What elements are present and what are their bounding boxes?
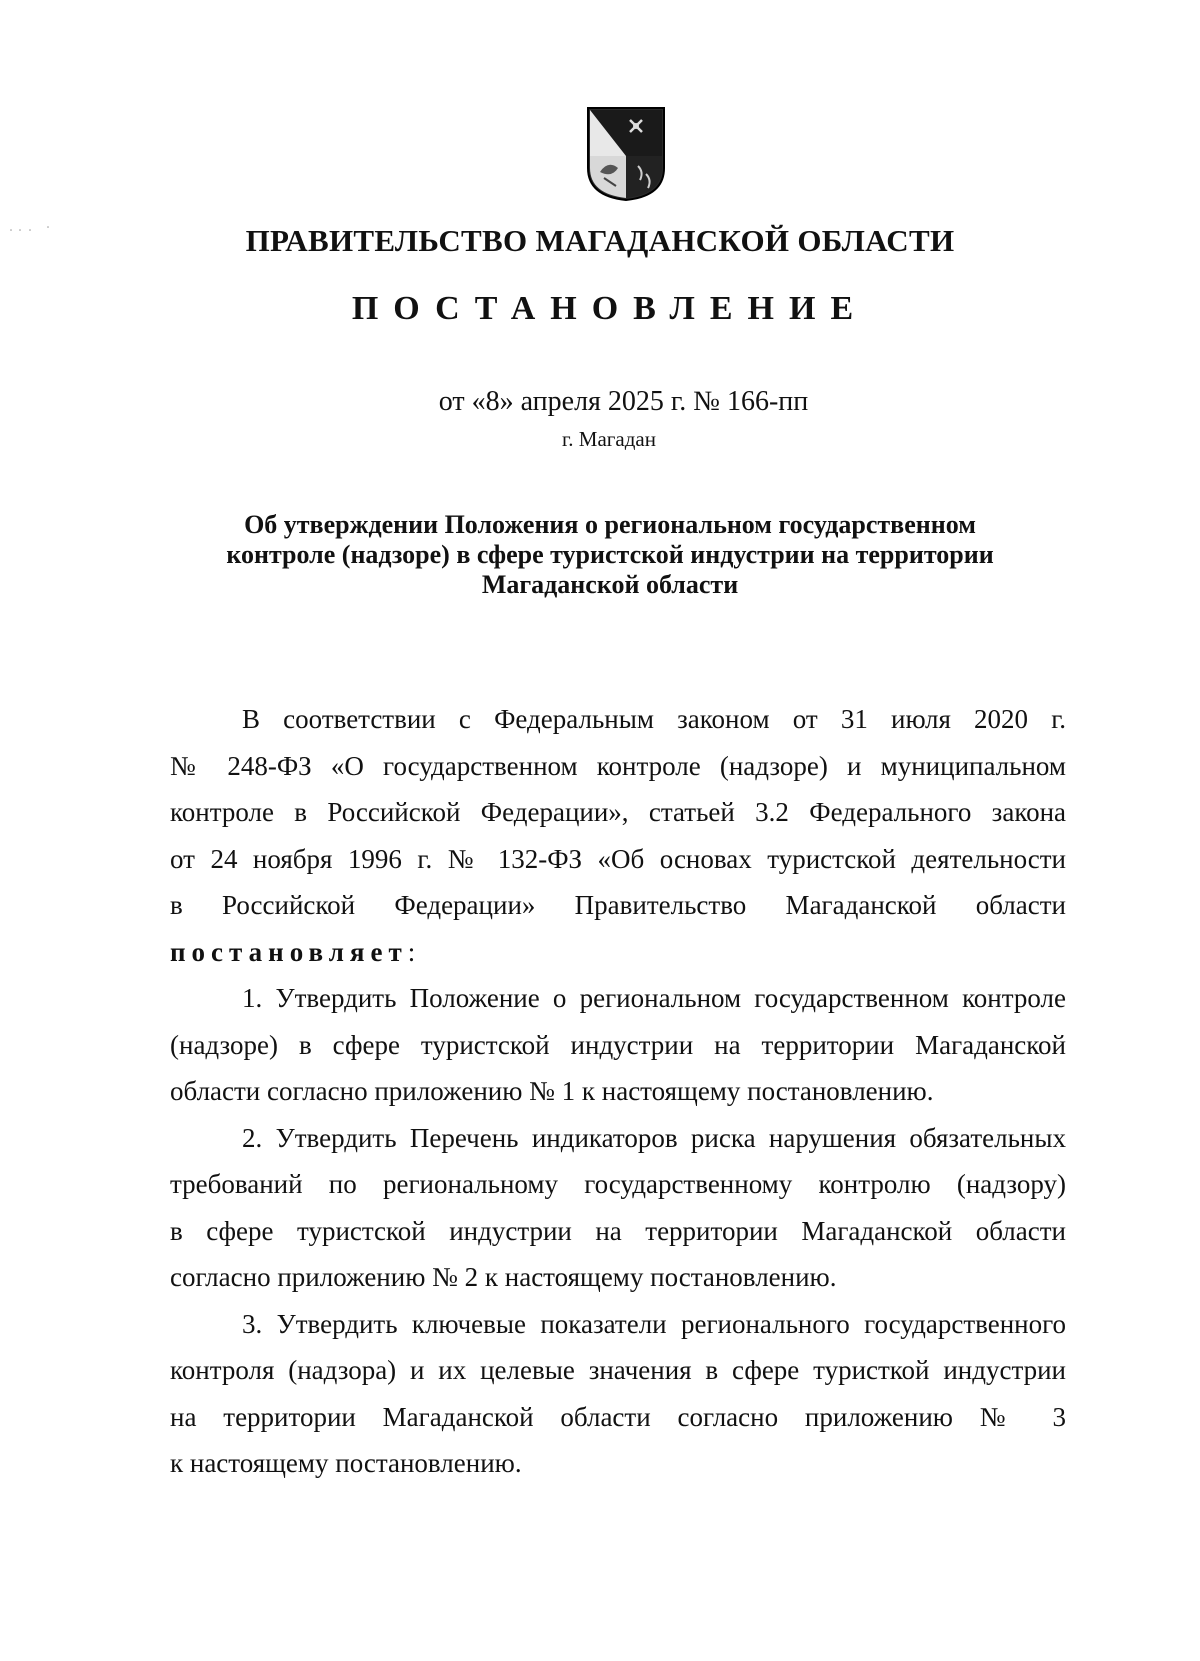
item-paragraph-1	[170, 975, 1066, 1115]
preamble-line: от 24 ноября 1996 г. № 132-ФЗ «Об основах туристской деятельности	[170, 843, 1066, 874]
item-line: требований по региональному государственному контролю (надзору)	[170, 1169, 1066, 1199]
subject-line: контроле (надзоре) в сфере туристской индустрии на территории	[226, 540, 994, 569]
item-paragraph-3	[170, 1301, 1066, 1487]
item-line: области согласно приложению № 1 к настоящему постановлению.	[170, 1076, 934, 1106]
document-city: г. Магадан	[562, 427, 656, 451]
preamble-line: в Российской Федерации» Правительство Магаданской области	[170, 890, 1066, 920]
document-subject	[0, 510, 1200, 600]
item-paragraph-2	[170, 1115, 1066, 1301]
item-line: на территории Магаданской области согласно приложению № 3	[170, 1401, 1066, 1432]
item-line: к настоящему постановлению.	[170, 1448, 522, 1478]
item-line: согласно приложению № 2 к настоящему постановлению.	[170, 1262, 837, 1292]
subject-line: Об утверждении Положения о региональном государственном	[244, 510, 976, 539]
document-type-title: ПОСТАНОВЛЕНИЕ	[351, 290, 869, 327]
resolves-colon: :	[407, 936, 416, 967]
preamble-line: В соответствии с Федеральным законом от 31 июля 2020 г.	[242, 704, 1066, 734]
preamble-paragraph	[170, 696, 1066, 975]
subject-line: Магаданской области	[481, 570, 739, 599]
document-body	[170, 696, 1066, 1487]
document-date-number: от «8» апреля 2025 г. № 166-пп	[438, 386, 809, 417]
item-line: 2. Утвердить Перечень индикаторов риска нарушения обязательных	[242, 1122, 1066, 1153]
item-line: 3. Утвердить ключевые показатели регионального государственного	[242, 1308, 1066, 1339]
coat-of-arms-icon	[586, 106, 666, 202]
government-title: ПРАВИТЕЛЬСТВО МАГАДАНСКОЙ ОБЛАСТИ	[245, 223, 955, 258]
item-line: в сфере туристской индустрии на территории Магаданской области	[170, 1215, 1066, 1246]
item-line: контроля (надзора) и их целевые значения в сфере туристкой индустрии	[170, 1355, 1066, 1385]
item-line: 1. Утвердить Положение о региональном государственном контроле	[242, 983, 1066, 1013]
resolves-word: постановляет	[170, 936, 408, 967]
preamble-line: № 248-ФЗ «О государственном контроле (надзоре) и муниципальном	[170, 750, 1066, 781]
item-line: (надзоре) в сфере туристской индустрии на территории Магаданской	[170, 1029, 1066, 1060]
preamble-line: контроле в Российской Федерации», статьей 3.2 Федерального закона	[170, 797, 1066, 827]
resolves-line	[170, 929, 1066, 976]
